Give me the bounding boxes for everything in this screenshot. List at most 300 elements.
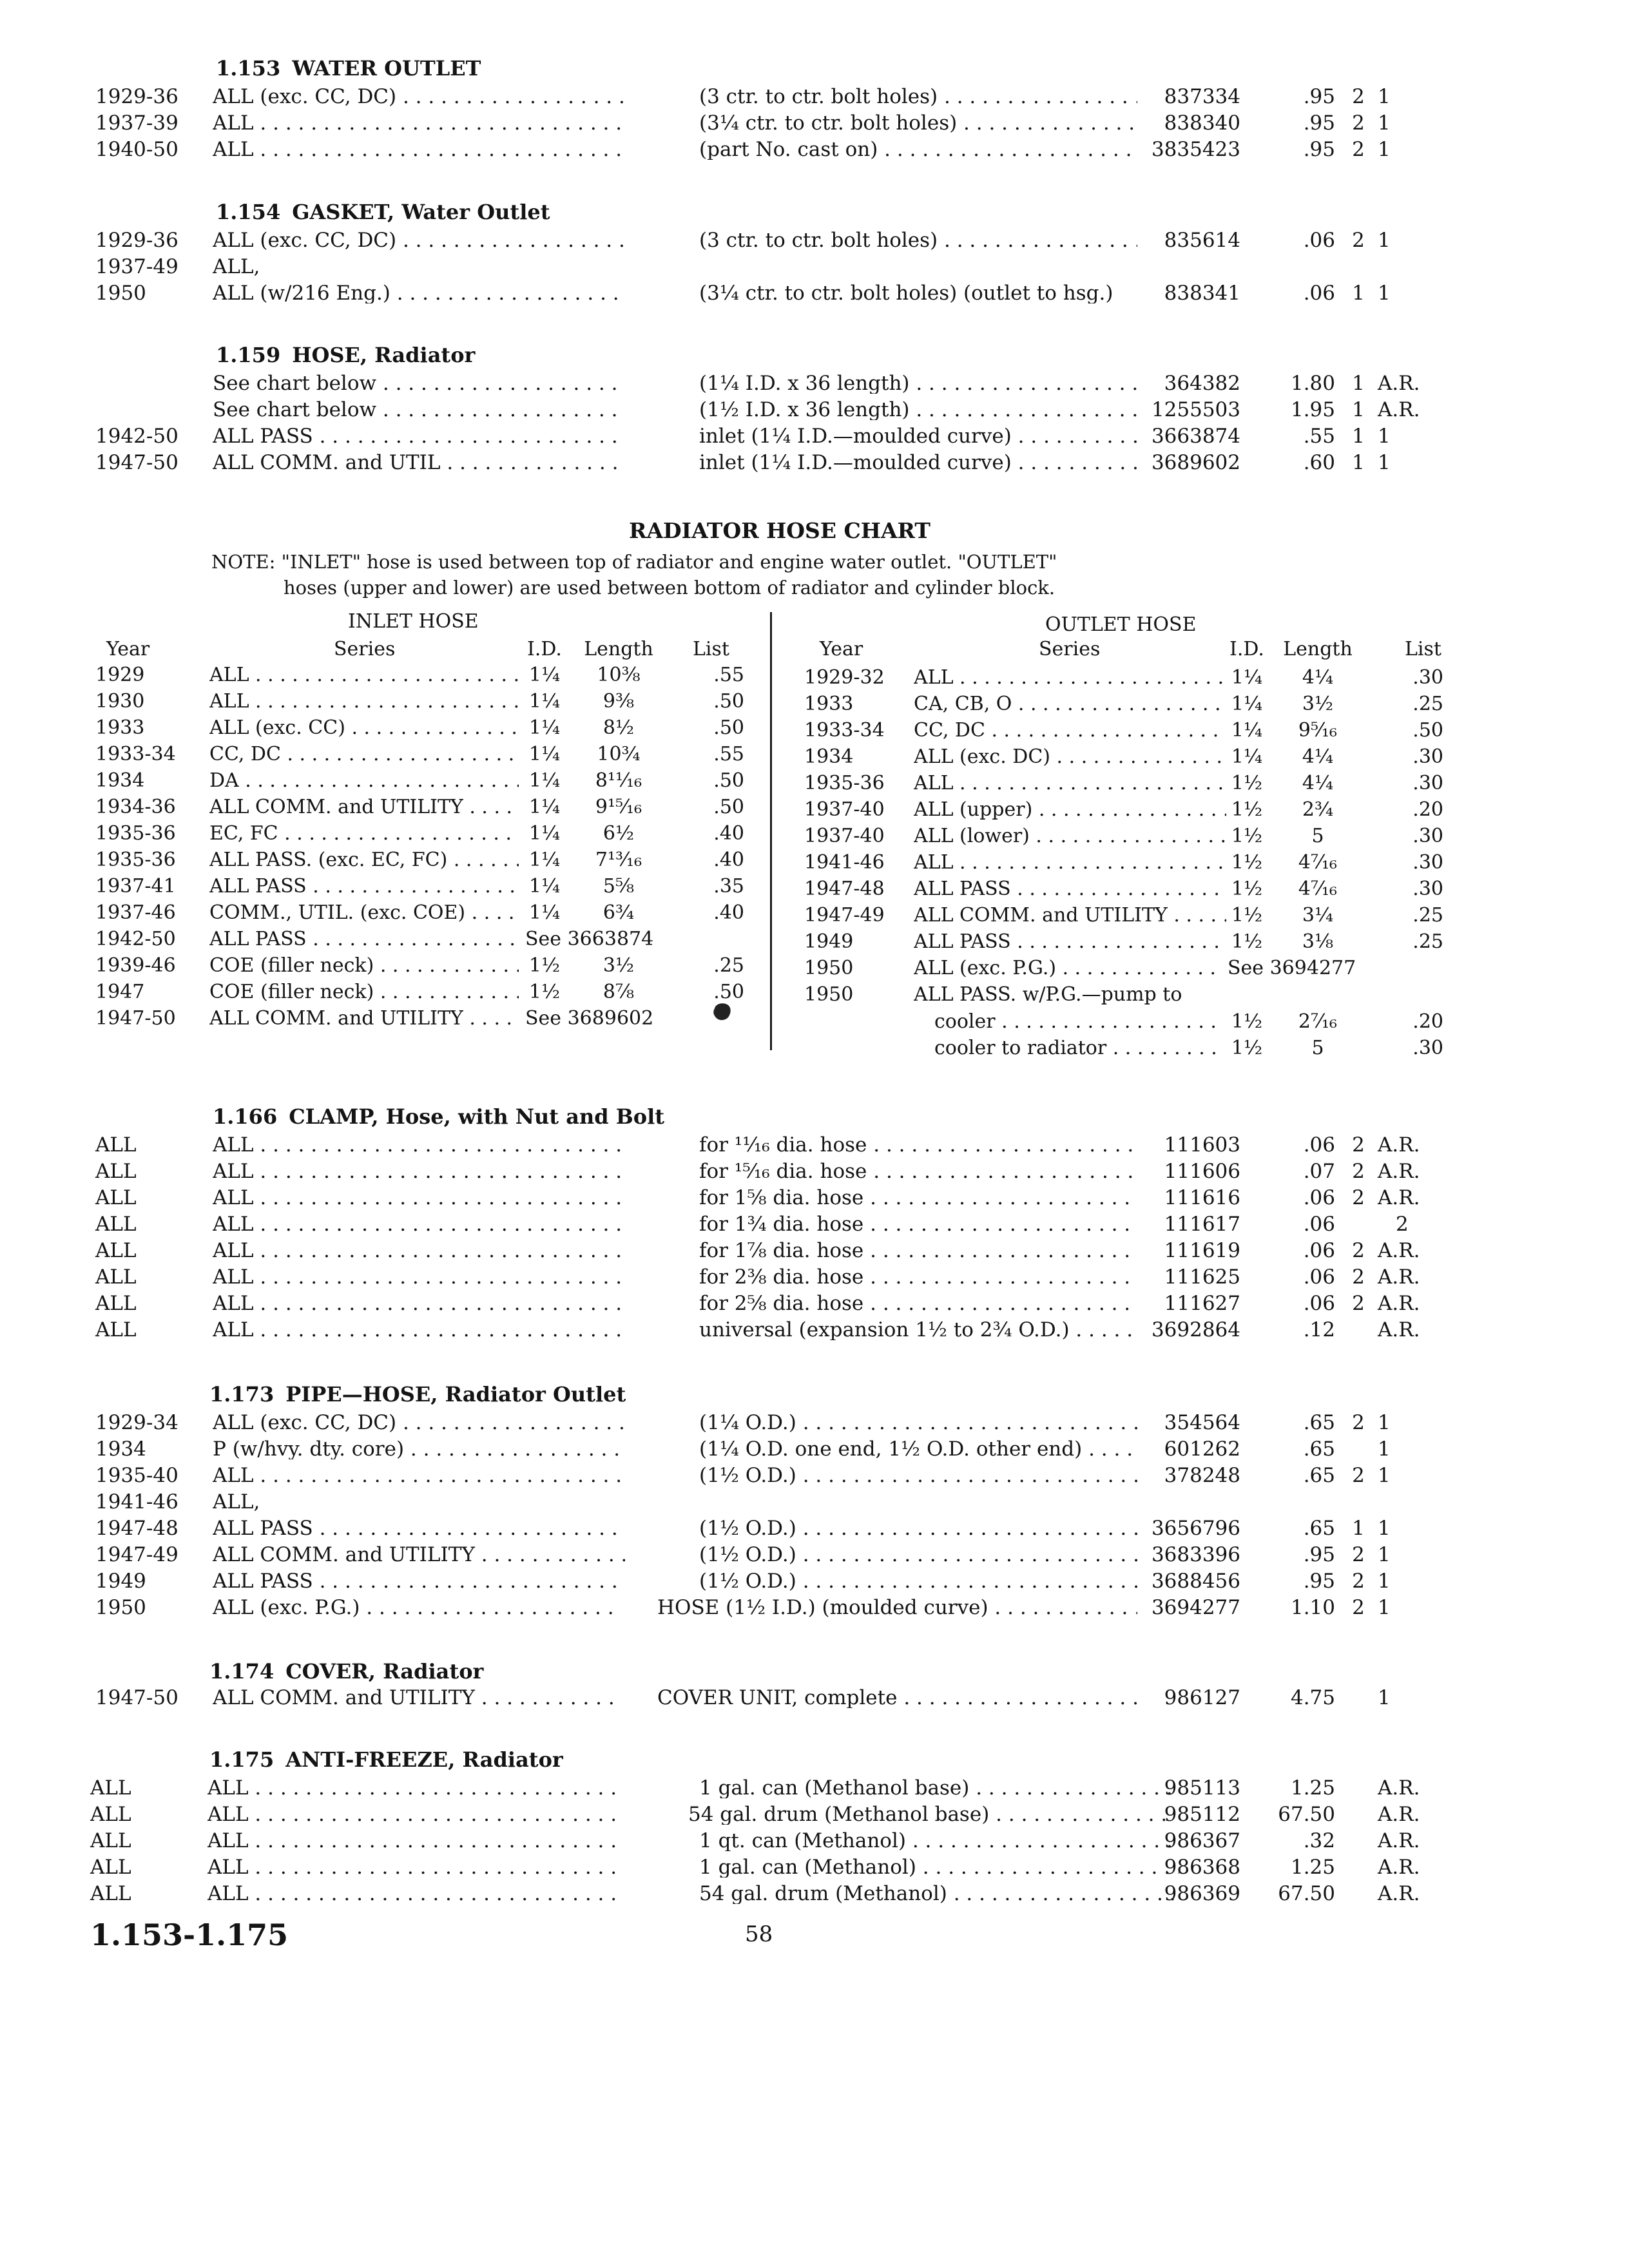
year-cell: 1929-36 [95, 229, 178, 252]
parts-row [0, 1267, 1629, 1293]
parts-row [0, 257, 1629, 283]
outlet-series: ALL COMM. and UTILITY . . . [914, 906, 1226, 925]
inlet-id: 1¼ [528, 822, 561, 845]
year-cell: 1947-50 [95, 1686, 178, 1709]
outlet-length: 2¾ [1302, 798, 1334, 821]
outlet-hose-heading: OUTLET HOSE [1045, 613, 1197, 636]
usage-cell: 1 [1378, 1686, 1391, 1709]
outlet-row [0, 695, 1629, 720]
inlet-series: COMM., UTIL. (exc. COE) . . . [209, 903, 519, 923]
part-number-cell: 111617 [1164, 1213, 1240, 1236]
price-cell: 67.50 [1278, 1803, 1335, 1826]
part-number-cell: 111627 [1164, 1292, 1240, 1315]
inlet-list: .40 [713, 849, 744, 871]
section-name: WATER OUTLET [292, 56, 481, 81]
models-cell: ALL, [213, 257, 260, 277]
description-cell: 1 qt. can (Methanol) . . . [699, 1831, 1179, 1851]
year-cell: 1950 [95, 1596, 146, 1619]
quantity-cell: 2 [1352, 1411, 1365, 1434]
outlet-length: 4⁷⁄₁₆ [1298, 878, 1338, 900]
outlet-col-year: Year [820, 638, 863, 660]
outlet-length: 2⁷⁄₁₆ [1298, 1010, 1338, 1033]
part-number-cell: 3663874 [1151, 425, 1240, 448]
description-cell: for 2⅜ dia. hose . . . [699, 1267, 1137, 1287]
parts-row [0, 1858, 1629, 1883]
inlet-id: 1¼ [528, 769, 561, 792]
part-number-cell: 837334 [1164, 85, 1240, 108]
section-title-1-166 [213, 1106, 664, 1127]
section-title-1-173 [209, 1384, 626, 1405]
section-title-1-174 [209, 1661, 483, 1682]
year-cell: ALL [90, 1803, 131, 1826]
outlet-length: 3⅛ [1302, 930, 1334, 953]
parts-row [0, 1413, 1629, 1439]
price-cell: .65 [1303, 1437, 1335, 1461]
outlet-col-id: I.D. [1229, 638, 1264, 660]
parts-row [0, 140, 1629, 166]
models-cell: ALL PASS . . . [213, 1571, 625, 1591]
description-cell: (3¼ ctr. to ctr. bolt holes) . . . [699, 113, 1137, 133]
models-cell: ALL (w/216 Eng.) . . . [213, 284, 625, 303]
outlet-row [0, 981, 1629, 1011]
price-cell: .06 [1303, 282, 1335, 305]
models-cell: ALL . . . [213, 140, 625, 160]
parts-row [0, 231, 1629, 256]
description-cell: inlet (1¼ I.D.—moulded curve) . . . [699, 427, 1137, 447]
outlet-col-length: Length [1283, 638, 1353, 660]
description-cell: (3 ctr. to ctr. bolt holes) . . . [699, 87, 1137, 107]
usage-cell: A.R. [1378, 1239, 1420, 1262]
models-cell: ALL COMM. and UTILITY . . . [213, 1545, 625, 1565]
hose-chart-note-line2: hoses (upper and lower) are used between bottom of radiator and cylinder block. [284, 577, 1055, 599]
price-cell: .06 [1303, 1265, 1335, 1289]
outlet-series: ALL (upper) . . . [914, 800, 1226, 820]
inlet-see-reference: See 3689602 [525, 1007, 654, 1030]
outlet-year: 1947-48 [804, 878, 885, 900]
parts-row [0, 1831, 1629, 1857]
inlet-hose-heading: INLET HOSE [348, 610, 479, 633]
outlet-list: .25 [1412, 930, 1443, 953]
outlet-id: 1½ [1231, 904, 1263, 927]
inlet-list: .55 [713, 743, 744, 765]
description-cell: for 1⅞ dia. hose . . . [699, 1241, 1137, 1261]
quantity-cell: 2 [1352, 1596, 1365, 1619]
inlet-series: EC, FC . . . [209, 824, 519, 843]
section-number: 1.154 [216, 200, 281, 224]
outlet-id: 1½ [1231, 930, 1263, 953]
parts-row [0, 1215, 1629, 1240]
description-cell: (1½ I.D. x 36 length) . . . [699, 400, 1137, 420]
price-cell: .95 [1303, 111, 1335, 135]
inlet-col-list: List [693, 638, 729, 660]
section-number: 1.166 [213, 1104, 278, 1129]
parts-row [0, 113, 1629, 139]
outlet-list: .50 [1412, 719, 1443, 742]
parts-row [0, 87, 1629, 113]
usage-cell: 1 [1378, 1411, 1391, 1434]
outlet-id: 1¼ [1231, 666, 1263, 689]
models-cell: ALL . . . [207, 1831, 620, 1851]
part-number-cell: 3692864 [1151, 1318, 1240, 1341]
section-number: 1.173 [209, 1382, 275, 1407]
parts-row [0, 1188, 1629, 1214]
section-number: 1.153 [216, 56, 281, 81]
price-cell: 1.25 [1290, 1856, 1335, 1879]
outlet-list: .25 [1412, 904, 1443, 927]
inlet-year: 1934-36 [95, 796, 176, 818]
outlet-length: 5 [1311, 825, 1324, 847]
inlet-list: .50 [713, 769, 744, 792]
usage-cell: 1 [1378, 451, 1391, 474]
part-number-cell: 111606 [1164, 1160, 1240, 1183]
outlet-year: 1950 [804, 957, 854, 979]
inlet-id: 1¼ [528, 716, 561, 739]
description-cell: (1¼ I.D. x 36 length) . . . [699, 374, 1137, 394]
price-cell: .95 [1303, 1570, 1335, 1593]
inlet-id: 1¼ [528, 796, 561, 818]
usage-cell: A.R. [1378, 1856, 1420, 1879]
price-cell: 67.50 [1278, 1882, 1335, 1905]
year-cell: 1949 [95, 1570, 146, 1593]
models-cell: ALL . . . [213, 1320, 625, 1340]
inlet-list: .35 [713, 875, 744, 898]
price-cell: .06 [1303, 1213, 1335, 1236]
usage-cell: 1 [1378, 1517, 1391, 1540]
description-cell: (1½ O.D.) . . . [699, 1519, 1137, 1539]
inlet-series: ALL . . . [209, 666, 519, 685]
price-cell: .65 [1303, 1464, 1335, 1487]
description-cell: universal (expansion 1½ to 2¾ O.D.) . . . [699, 1320, 1137, 1340]
outlet-id: 1¼ [1231, 719, 1263, 742]
part-number-cell: 838341 [1164, 282, 1240, 305]
inlet-series: CC, DC . . . [209, 745, 519, 764]
year-cell: ALL [90, 1882, 131, 1905]
price-cell: .65 [1303, 1411, 1335, 1434]
outlet-list: .30 [1412, 851, 1443, 874]
outlet-year: 1929-32 [804, 666, 885, 689]
models-cell: ALL (exc. CC, DC) . . . [213, 231, 625, 251]
section-title-1-175 [209, 1749, 563, 1770]
outlet-row [0, 853, 1629, 879]
usage-cell: A.R. [1378, 1803, 1420, 1826]
price-cell: .07 [1303, 1160, 1335, 1183]
inlet-length: 10⅜ [597, 664, 641, 686]
inlet-series: COE (filler neck) . . . [209, 983, 519, 1002]
models-cell: ALL COMM. and UTILITY . . . [213, 1688, 619, 1708]
outlet-series: ALL . . . [914, 774, 1226, 793]
price-cell: .06 [1303, 1292, 1335, 1315]
page-range-label: 1.153-1.175 [90, 1917, 289, 1952]
outlet-see-reference: See 3694277 [1228, 957, 1356, 979]
inlet-list: .50 [713, 981, 744, 1003]
description-cell: (3¼ ctr. to ctr. bolt holes) (outlet to hsg.) [699, 284, 1113, 303]
inlet-list: .40 [713, 901, 744, 924]
parts-row [0, 1571, 1629, 1597]
outlet-year: 1933 [804, 693, 854, 715]
outlet-series: CA, CB, O . . . [914, 695, 1226, 714]
usage-cell: A.R. [1378, 1829, 1420, 1852]
outlet-row [0, 1039, 1629, 1064]
description-cell: (part No. cast on) . . . [699, 140, 1137, 160]
inlet-year: 1935-36 [95, 849, 176, 871]
price-cell: .95 [1303, 1543, 1335, 1566]
usage-cell: 1 [1378, 85, 1391, 108]
parts-row [0, 1688, 1629, 1714]
quantity-cell: 2 [1352, 1570, 1365, 1593]
quantity-cell: 2 [1352, 229, 1365, 252]
part-number-cell: 364382 [1164, 372, 1240, 395]
models-cell: ALL . . . [213, 1294, 625, 1314]
outlet-row [0, 906, 1629, 932]
models-cell: See chart below . . . [213, 374, 625, 394]
inlet-id: 1¼ [528, 743, 561, 765]
outlet-year: 1935-36 [804, 772, 885, 794]
models-cell: ALL PASS . . . [213, 427, 625, 447]
outlet-series: ALL (lower) . . . [914, 827, 1226, 846]
section-name: GASKET, Water Outlet [292, 200, 550, 224]
year-cell: 1937-39 [95, 111, 178, 135]
parts-row [0, 1320, 1629, 1346]
price-cell: .12 [1303, 1318, 1335, 1341]
inlet-year: 1939-46 [95, 954, 176, 977]
quantity-cell: 2 [1352, 1133, 1365, 1157]
outlet-length: 3¼ [1302, 904, 1334, 927]
year-cell: ALL [95, 1318, 137, 1341]
outlet-list: .25 [1412, 693, 1443, 715]
parts-row [0, 1135, 1629, 1161]
parts-row [0, 1519, 1629, 1544]
part-number-cell: 986127 [1164, 1686, 1240, 1709]
part-number-cell: 838340 [1164, 111, 1240, 135]
part-number-cell: 835614 [1164, 229, 1240, 252]
outlet-year: 1937-40 [804, 825, 885, 847]
models-cell: ALL . . . [213, 1267, 625, 1287]
inlet-col-series: Series [334, 638, 396, 660]
usage-cell: 1 [1378, 1543, 1391, 1566]
inlet-series: DA . . . [209, 771, 519, 791]
outlet-id: 1¼ [1231, 745, 1263, 768]
part-number-cell: 986367 [1164, 1829, 1240, 1852]
usage-cell: 1 [1378, 1596, 1391, 1619]
inlet-id: 1¼ [528, 875, 561, 898]
inlet-series: ALL PASS. (exc. EC, FC) . . . [209, 850, 519, 870]
year-cell: 1937-49 [95, 255, 178, 278]
outlet-series: CC, DC . . . [914, 721, 1226, 740]
price-cell: 1.10 [1290, 1596, 1335, 1619]
outlet-series: ALL PASS. w/P.G.—pump to [914, 983, 1182, 1006]
parts-row [0, 1778, 1629, 1804]
part-number-cell: 111619 [1164, 1239, 1240, 1262]
quantity-cell: 2 [1352, 1186, 1365, 1209]
inlet-col-length: Length [584, 638, 653, 660]
description-cell: 54 gal. drum (Methanol) . . . [699, 1884, 1179, 1904]
hose-chart-note-line1: NOTE: "INLET" hose is used between top of radiator and engine water outlet. "OUTLET" [211, 551, 1057, 573]
outlet-length: 4¼ [1302, 666, 1334, 689]
inlet-length: 5⅝ [602, 875, 635, 898]
outlet-row [0, 875, 1629, 905]
price-cell: 1.95 [1290, 398, 1335, 421]
outlet-row [0, 796, 1629, 826]
section-number: 1.159 [216, 343, 281, 367]
section-name: HOSE, Radiator [292, 343, 476, 367]
outlet-year: 1950 [804, 983, 854, 1006]
inlet-length: 7¹³⁄₁₆ [595, 849, 642, 871]
outlet-series: ALL . . . [914, 853, 1226, 872]
price-cell: .65 [1303, 1517, 1335, 1540]
parts-row [0, 374, 1629, 399]
usage-cell: 1 [1378, 138, 1391, 161]
part-number-cell: 986369 [1164, 1882, 1240, 1905]
description-cell: (1½ O.D.) . . . [699, 1545, 1137, 1565]
description-cell: (1½ O.D.) . . . [699, 1571, 1137, 1591]
quantity-cell: 1 [1352, 282, 1365, 305]
outlet-row [0, 774, 1629, 800]
inlet-year: 1929 [95, 664, 145, 686]
price-cell: .06 [1303, 1133, 1335, 1157]
price-cell: .06 [1303, 1186, 1335, 1209]
inlet-year: 1942-50 [95, 928, 176, 950]
inlet-id: 1¼ [528, 849, 561, 871]
outlet-length: 4⁷⁄₁₆ [1298, 851, 1338, 874]
part-number-cell: 3683396 [1151, 1543, 1240, 1566]
price-cell: .55 [1303, 425, 1335, 448]
year-cell: 1947-49 [95, 1543, 178, 1566]
outlet-id: 1¼ [1231, 693, 1263, 715]
inlet-id: 1½ [528, 954, 561, 977]
inlet-id: 1¼ [528, 901, 561, 924]
year-cell: 1947-50 [95, 451, 178, 474]
year-cell: ALL [95, 1265, 137, 1289]
year-cell: ALL [95, 1133, 137, 1157]
usage-cell: 1 [1378, 111, 1391, 135]
inlet-year: 1933-34 [95, 743, 176, 765]
outlet-list: .20 [1412, 1010, 1443, 1033]
models-cell: ALL . . . [207, 1778, 620, 1798]
inlet-year: 1930 [95, 690, 145, 713]
price-cell: .95 [1303, 85, 1335, 108]
outlet-list: .30 [1412, 666, 1443, 689]
outlet-year: 1949 [804, 930, 854, 953]
parts-row [0, 1241, 1629, 1267]
description-cell: 1 gal. can (Methanol base) . . . [699, 1778, 1179, 1798]
outlet-row [0, 664, 1629, 694]
outlet-list: .30 [1412, 772, 1443, 794]
part-number-cell: 3835423 [1151, 138, 1240, 161]
section-title-1-154 [216, 202, 550, 222]
description-cell: COVER UNIT, complete . . . [657, 1688, 1137, 1708]
price-cell: 1.80 [1290, 372, 1335, 395]
description-cell: 1 gal. can (Methanol) . . . [699, 1858, 1179, 1878]
section-number: 1.175 [209, 1747, 275, 1772]
part-number-cell: 111625 [1164, 1265, 1240, 1289]
description-cell: HOSE (1½ I.D.) (moulded curve) . . . [657, 1598, 1137, 1618]
parts-row [0, 1492, 1629, 1518]
outlet-length: 5 [1311, 1037, 1324, 1059]
hose-chart-header-row [0, 640, 1629, 666]
models-cell: ALL . . . [207, 1884, 620, 1904]
year-cell: ALL [95, 1186, 137, 1209]
inlet-see-reference: See 3663874 [525, 928, 654, 950]
quantity-cell: 2 [1352, 1292, 1365, 1315]
quantity-cell: 1 [1352, 398, 1365, 421]
usage-cell: 1 [1378, 229, 1391, 252]
outlet-list: .30 [1412, 825, 1443, 847]
price-cell: .32 [1303, 1829, 1335, 1852]
parts-row [0, 1805, 1629, 1831]
quantity-cell: 2 [1352, 1265, 1365, 1289]
inlet-series: ALL . . . [209, 692, 519, 711]
outlet-id: 1½ [1231, 798, 1263, 821]
models-cell: ALL . . . [213, 113, 625, 133]
year-cell: ALL [95, 1160, 137, 1183]
part-number-cell: 111603 [1164, 1133, 1240, 1157]
outlet-length: 9⁵⁄₁₆ [1298, 719, 1338, 742]
models-cell: ALL . . . [213, 1188, 625, 1208]
price-cell: .60 [1303, 451, 1335, 474]
inlet-list: .25 [713, 954, 744, 977]
outlet-list: .30 [1412, 878, 1443, 900]
year-cell: ALL [95, 1239, 137, 1262]
outlet-row [0, 959, 1629, 985]
inlet-list: .50 [713, 796, 744, 818]
outlet-list: .20 [1412, 798, 1443, 821]
year-cell: 1941-46 [95, 1490, 178, 1514]
models-cell: P (w/hvy. dty. core) . . . [213, 1439, 625, 1459]
usage-cell: A.R. [1378, 1776, 1420, 1800]
models-cell: See chart below . . . [213, 400, 625, 420]
models-cell: ALL (exc. P.G.) . . . [213, 1598, 619, 1618]
description-cell: (1¼ O.D.) . . . [699, 1413, 1137, 1433]
price-cell: 1.25 [1290, 1776, 1335, 1800]
description-cell: for 1¾ dia. hose . . . [699, 1215, 1137, 1235]
inlet-year: 1934 [95, 769, 145, 792]
quantity-cell: 2 [1352, 85, 1365, 108]
outlet-length: 4¼ [1302, 772, 1334, 794]
part-number-cell: 378248 [1164, 1464, 1240, 1487]
quantity-cell: 2 [1352, 111, 1365, 135]
inlet-year: 1947 [95, 981, 145, 1003]
outlet-col-series: Series [1039, 638, 1101, 660]
outlet-row [0, 928, 1629, 958]
quantity-cell: 1 [1352, 425, 1365, 448]
part-number-cell: 985112 [1164, 1803, 1240, 1826]
usage-cell: A.R. [1378, 372, 1420, 395]
price-cell: 4.75 [1290, 1686, 1335, 1709]
price-cell: .06 [1303, 1239, 1335, 1262]
outlet-series: ALL PASS . . . [914, 932, 1226, 952]
outlet-series: ALL PASS . . . [914, 879, 1226, 899]
parts-row [0, 1439, 1629, 1465]
inlet-length: 6½ [602, 822, 635, 845]
description-cell: for 1⅝ dia. hose . . . [699, 1188, 1137, 1208]
inlet-col-year: Year [106, 638, 150, 660]
description-cell: (3 ctr. to ctr. bolt holes) . . . [699, 231, 1137, 251]
section-name: COVER, Radiator [285, 1659, 484, 1684]
inlet-length: 6¾ [602, 901, 635, 924]
part-number-cell: 1255503 [1151, 398, 1240, 421]
outlet-row [0, 827, 1629, 852]
usage-cell: 1 [1378, 282, 1391, 305]
models-cell: ALL . . . [213, 1241, 625, 1261]
year-cell: ALL [90, 1829, 131, 1852]
usage-cell: A.R. [1378, 1160, 1420, 1183]
models-cell: ALL (exc. CC, DC) . . . [213, 87, 625, 107]
hose-chart-title: RADIATOR HOSE CHART [629, 518, 930, 543]
part-number-cell: 986368 [1164, 1856, 1240, 1879]
parts-row [0, 400, 1629, 426]
inlet-series: COE (filler neck) . . . [209, 956, 519, 975]
outlet-series: ALL (exc. DC) . . . [914, 747, 1226, 767]
